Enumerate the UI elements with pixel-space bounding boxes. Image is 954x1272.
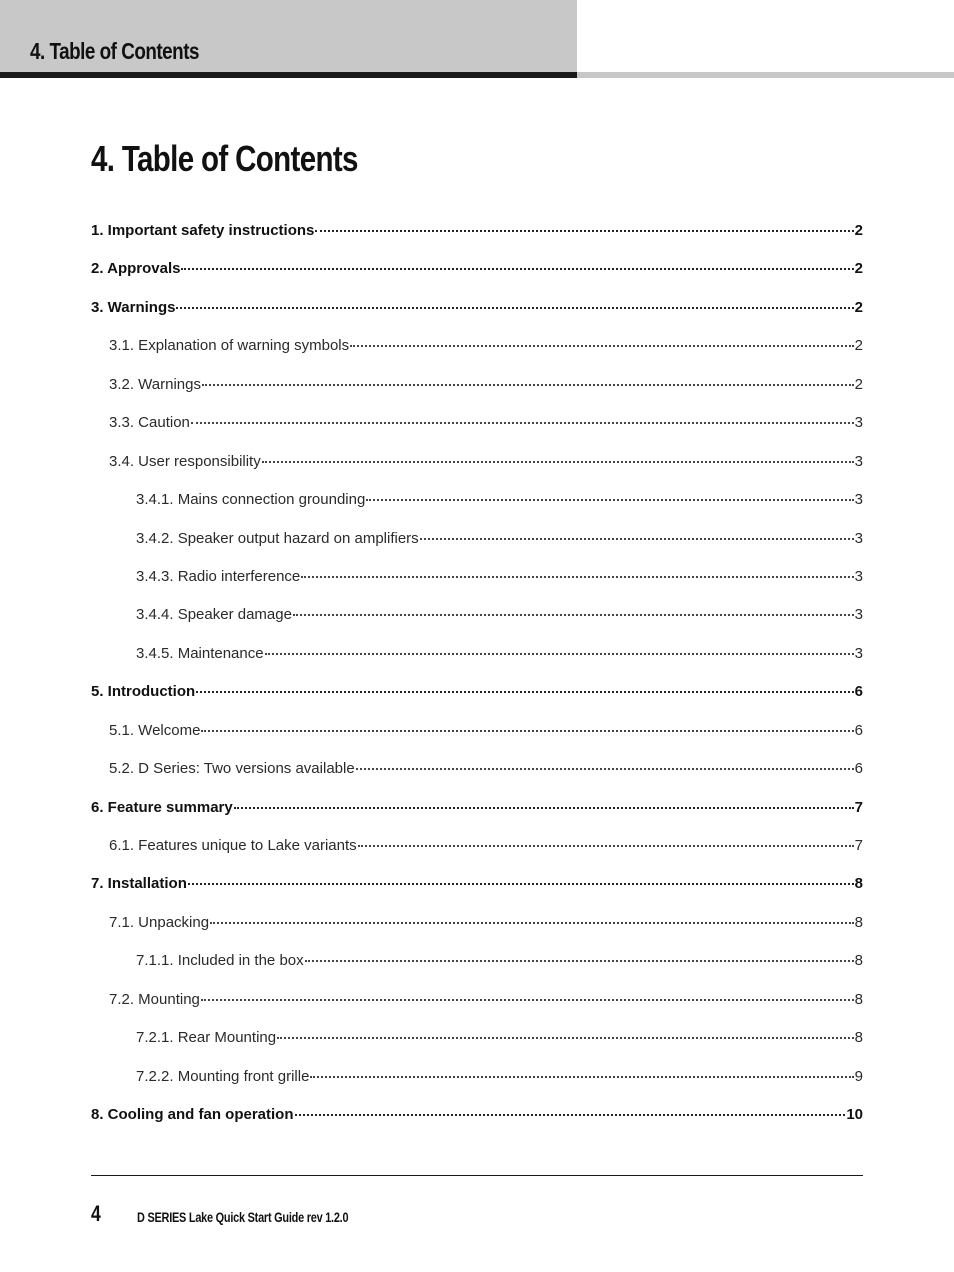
toc-dot-leader bbox=[305, 959, 854, 962]
toc-entry-page-number[interactable]: 8 bbox=[854, 952, 863, 970]
toc-dot-leader bbox=[420, 537, 854, 540]
toc-dot-leader bbox=[191, 421, 854, 424]
toc-entry[interactable] bbox=[91, 376, 863, 414]
toc-entry[interactable] bbox=[91, 1068, 863, 1106]
toc-entry-label[interactable]: 3.4.1. Mains connection grounding bbox=[136, 491, 366, 509]
toc-entry[interactable] bbox=[91, 453, 863, 491]
footer-page-number: 4 bbox=[91, 1201, 101, 1226]
toc-entry-page-number[interactable]: 2 bbox=[854, 260, 863, 278]
toc-entry-page-number[interactable]: 3 bbox=[854, 606, 863, 624]
toc-dot-leader bbox=[201, 729, 853, 732]
toc-entry-label[interactable]: 3. Warnings bbox=[91, 298, 176, 316]
toc-dot-leader bbox=[188, 882, 854, 885]
toc-entry[interactable] bbox=[91, 1106, 863, 1144]
toc-dot-leader bbox=[202, 383, 854, 386]
toc-dot-leader bbox=[196, 690, 853, 693]
toc-entry[interactable] bbox=[91, 337, 863, 375]
toc-entry-page-number[interactable]: 6 bbox=[854, 760, 863, 778]
toc-entry-label[interactable]: 7.2. Mounting bbox=[109, 990, 200, 1008]
toc-entry-page-number[interactable]: 2 bbox=[854, 375, 863, 393]
toc-entry[interactable] bbox=[91, 568, 863, 606]
toc-entry-page-number[interactable]: 6 bbox=[854, 721, 863, 739]
toc-entry-label[interactable]: 1. Important safety instructions bbox=[91, 222, 315, 239]
toc-entry[interactable] bbox=[91, 299, 863, 337]
toc-entry[interactable] bbox=[91, 914, 863, 952]
toc-entry[interactable] bbox=[91, 606, 863, 644]
toc-entry-page-number[interactable]: 8 bbox=[854, 875, 863, 893]
toc-entry[interactable] bbox=[91, 837, 863, 875]
toc-entry-label[interactable]: 7.1. Unpacking bbox=[109, 913, 210, 931]
toc-entry-page-number[interactable]: 9 bbox=[854, 1067, 863, 1085]
toc-entry-label[interactable]: 7.2.2. Mounting front grille bbox=[136, 1067, 310, 1085]
toc-entry-page-number[interactable]: 3 bbox=[854, 644, 863, 662]
toc-entry-page-number[interactable]: 10 bbox=[846, 1106, 863, 1124]
toc-entry-page-number[interactable]: 3 bbox=[854, 491, 863, 509]
toc-entry-label[interactable]: 6. Feature summary bbox=[91, 798, 233, 816]
toc-entry-page-number[interactable]: 8 bbox=[854, 1029, 863, 1047]
toc-dot-leader bbox=[265, 652, 854, 655]
toc-dot-leader bbox=[181, 267, 853, 270]
toc-dot-leader bbox=[293, 613, 854, 616]
toc-dot-leader bbox=[262, 460, 854, 463]
toc-dot-leader bbox=[315, 229, 853, 232]
toc-entry-page-number[interactable]: 3 bbox=[854, 529, 863, 547]
toc-entry[interactable] bbox=[91, 414, 863, 452]
toc-entry[interactable] bbox=[91, 722, 863, 760]
toc-entry-page-number[interactable]: 8 bbox=[854, 990, 863, 1008]
toc-entry[interactable] bbox=[91, 952, 863, 990]
toc-dot-leader bbox=[210, 921, 854, 924]
toc-entry-label[interactable]: 6.1. Features unique to Lake variants bbox=[109, 837, 357, 854]
toc-entry-label[interactable]: 3.4.5. Maintenance bbox=[136, 644, 264, 662]
toc-entry[interactable] bbox=[91, 760, 863, 798]
toc-dot-leader bbox=[301, 575, 853, 578]
toc-dot-leader bbox=[356, 767, 854, 770]
toc-dot-leader bbox=[277, 1036, 854, 1039]
toc-entry-page-number[interactable]: 7 bbox=[854, 798, 863, 816]
toc-entry-label[interactable]: 3.3. Caution bbox=[109, 414, 190, 432]
toc-dot-leader bbox=[295, 1113, 846, 1116]
toc-dot-leader bbox=[234, 806, 854, 809]
toc-entry-page-number[interactable]: 3 bbox=[854, 452, 863, 470]
toc-entry-label[interactable]: 7. Installation bbox=[91, 875, 187, 893]
toc-entry[interactable] bbox=[91, 799, 863, 837]
toc-entry-label[interactable]: 3.2. Warnings bbox=[109, 375, 201, 393]
toc-entry[interactable] bbox=[91, 491, 863, 529]
toc-entry[interactable] bbox=[91, 875, 863, 913]
toc-entry[interactable] bbox=[91, 991, 863, 1029]
toc-entry-page-number[interactable]: 3 bbox=[854, 414, 863, 432]
toc-entry-page-number[interactable]: 2 bbox=[854, 222, 863, 239]
toc-entry-label[interactable]: 7.2.1. Rear Mounting bbox=[136, 1029, 277, 1047]
toc-entry-label[interactable]: 7.1.1. Included in the box bbox=[136, 952, 304, 970]
page-title: 4. Table of Contents bbox=[91, 138, 358, 179]
toc-dot-leader bbox=[176, 306, 853, 309]
toc-dot-leader bbox=[366, 498, 853, 501]
running-header-title: 4. Table of Contents bbox=[30, 38, 199, 64]
toc-entry[interactable] bbox=[91, 645, 863, 683]
toc-entry-label[interactable]: 2. Approvals bbox=[91, 260, 181, 278]
toc-entry[interactable] bbox=[91, 222, 863, 260]
toc-entry-page-number[interactable]: 2 bbox=[854, 298, 863, 316]
toc-entry[interactable] bbox=[91, 530, 863, 568]
toc-entry-label[interactable]: 3.4.3. Radio interference bbox=[136, 567, 301, 585]
toc-entry-label[interactable]: 3.1. Explanation of warning symbols bbox=[109, 337, 350, 355]
toc-entry[interactable] bbox=[91, 1029, 863, 1067]
toc-entry-label[interactable]: 8. Cooling and fan operation bbox=[91, 1106, 294, 1124]
toc-entry-label[interactable]: 5.1. Welcome bbox=[109, 721, 201, 739]
header-rule-extension bbox=[577, 72, 954, 78]
toc-entry-page-number[interactable]: 3 bbox=[854, 567, 863, 585]
toc-dot-leader bbox=[358, 844, 854, 847]
toc-entry-label[interactable]: 3.4. User responsibility bbox=[109, 452, 261, 470]
toc-entry-label[interactable]: 3.4.4. Speaker damage bbox=[136, 606, 292, 624]
header-rule bbox=[0, 72, 577, 78]
toc-dot-leader bbox=[350, 344, 854, 347]
toc-entry-label[interactable]: 5.2. D Series: Two versions available bbox=[109, 760, 355, 778]
toc-entry-page-number[interactable]: 7 bbox=[854, 837, 863, 854]
toc-entry[interactable] bbox=[91, 683, 863, 721]
toc-entry-page-number[interactable]: 2 bbox=[854, 337, 863, 355]
footer-rule bbox=[91, 1175, 863, 1176]
table-of-contents bbox=[91, 222, 863, 1145]
footer-document-title: D SERIES Lake Quick Start Guide rev 1.2.0 bbox=[137, 1209, 349, 1225]
toc-dot-leader bbox=[310, 1075, 853, 1078]
toc-entry[interactable] bbox=[91, 260, 863, 298]
toc-entry-label[interactable]: 5. Introduction bbox=[91, 683, 196, 701]
toc-entry-page-number[interactable]: 6 bbox=[854, 683, 863, 701]
toc-entry-label[interactable]: 3.4.2. Speaker output hazard on amplifiers bbox=[136, 529, 419, 547]
toc-dot-leader bbox=[201, 998, 854, 1001]
toc-entry-page-number[interactable]: 8 bbox=[854, 913, 863, 931]
